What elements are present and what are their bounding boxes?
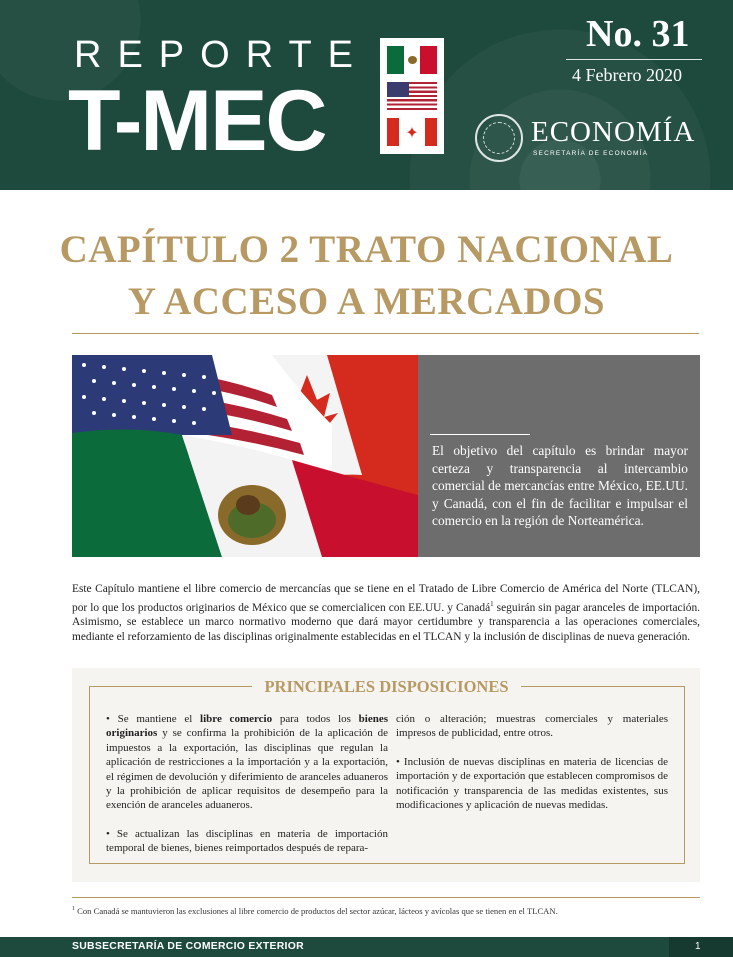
summary-text: El objetivo del capítulo es brindar mayor certeza y transparencia al intercambio comercial de mercancías entre México, EE.UU. y Canadá, con el fin de facilitar e impulsar el comercio en la región de Norteamérica. — [432, 443, 688, 529]
provision-item-1-prefix: • Se mantiene el — [106, 713, 201, 725]
footer-label: SUBSECRETARÍA DE COMERCIO EXTERIOR — [72, 941, 304, 952]
flags-photo — [72, 355, 418, 557]
summary-divider — [430, 434, 530, 435]
provisions-heading: PRINCIPALES DISPOSICIONES — [252, 677, 520, 696]
issue-number: No. 31 — [586, 13, 690, 55]
provision-item-1 — [106, 712, 388, 813]
provisions-heading-wrap — [0, 677, 733, 697]
provision-item-2-end: ción o alteración; muestras comerciales y materiales impresos de publicidad, entre otros. — [396, 713, 668, 740]
provision-item-1-mid: para todos los — [272, 713, 359, 725]
footnote — [72, 906, 700, 916]
provisions-column-right — [396, 712, 668, 826]
provision-item-1-bold-2: bienes originarios — [106, 713, 388, 740]
series-name: T-MEC — [68, 73, 326, 169]
title-divider — [72, 333, 699, 334]
mexico-flag-icon — [387, 46, 437, 74]
intro-text-part-2: seguirán sin pagar aranceles de importación. Asimismo, se establece un marco normativo moderno que dará mayor certidumbre y transparencia a las operaciones comerciales, mediante el reforzamiento de las disciplinas originalmente establecidas en el TLCAN y la inclusión de disciplinas de nueva generación. — [72, 601, 700, 643]
report-header — [0, 0, 733, 190]
page-number-box — [669, 937, 733, 957]
provisions-column-left — [106, 712, 388, 870]
footnote-text: Con Canadá se mantuvieron las exclusiones al libre comercio de productos del sector azúcar, lácteos y avícolas que se tienen en el TLCAN. — [75, 906, 558, 916]
issue-date: 4 Febrero 2020 — [572, 65, 682, 85]
provision-item-1-bold-1: libre comercio — [200, 713, 273, 725]
flags-illustration — [72, 355, 418, 557]
intro-paragraph — [72, 582, 700, 644]
canada-flag-icon: ✦ — [387, 118, 437, 146]
chapter-title-line-2: Y ACCESO A MERCADOS — [127, 280, 606, 323]
page-number: 1 — [695, 941, 701, 952]
footnote-number: 1 — [72, 906, 75, 913]
footnote-reference[interactable]: 1 — [490, 599, 494, 608]
ministry-subtitle: SECRETARÍA DE ECONOMÍA — [533, 150, 649, 157]
flags-panel — [380, 38, 444, 154]
ministry-name: ECONOMÍA — [531, 116, 696, 148]
chapter-title-line-1: CAPÍTULO 2 TRATO NACIONAL — [59, 228, 674, 271]
chapter-title — [0, 224, 733, 328]
intro-text-part-1: Este Capítulo mantiene el libre comercio de mercancías que se tiene en el Tratado de Libre Comercio de América del Norte (TLCAN), por lo que los productos originarios de México que se comercialicen con EE.UU. y Canadá — [72, 583, 700, 614]
provision-item-3: • Inclusión de nuevas disciplinas en materia de licencias de importación y de exportación que establecen compromisos de notificación y transparencia de las medidas existentes, sus modificaciones y aplicación de nuevas medidas. — [396, 755, 668, 812]
series-word: REPORTE — [74, 34, 370, 76]
usa-flag-icon — [387, 82, 437, 110]
footnote-divider — [72, 897, 700, 898]
issue-divider — [566, 59, 702, 60]
provision-item-2-start: • Se actualizan las disciplinas en materia de importación temporal de bienes, bienes reimportados después de repara- — [106, 827, 388, 855]
provision-item-1-rest: y se confirma la prohibición de la aplicación de impuestos a la exportación, las disciplinas que regulan la aplicación de restricciones a la importación y a la exportación, el régimen de devolución y diferimiento de aranceles aduaneros y la prohibición de aplicar requisitos de desempeño para la exención de aranceles aduaneros. — [106, 727, 388, 812]
national-seal-icon — [475, 114, 523, 162]
